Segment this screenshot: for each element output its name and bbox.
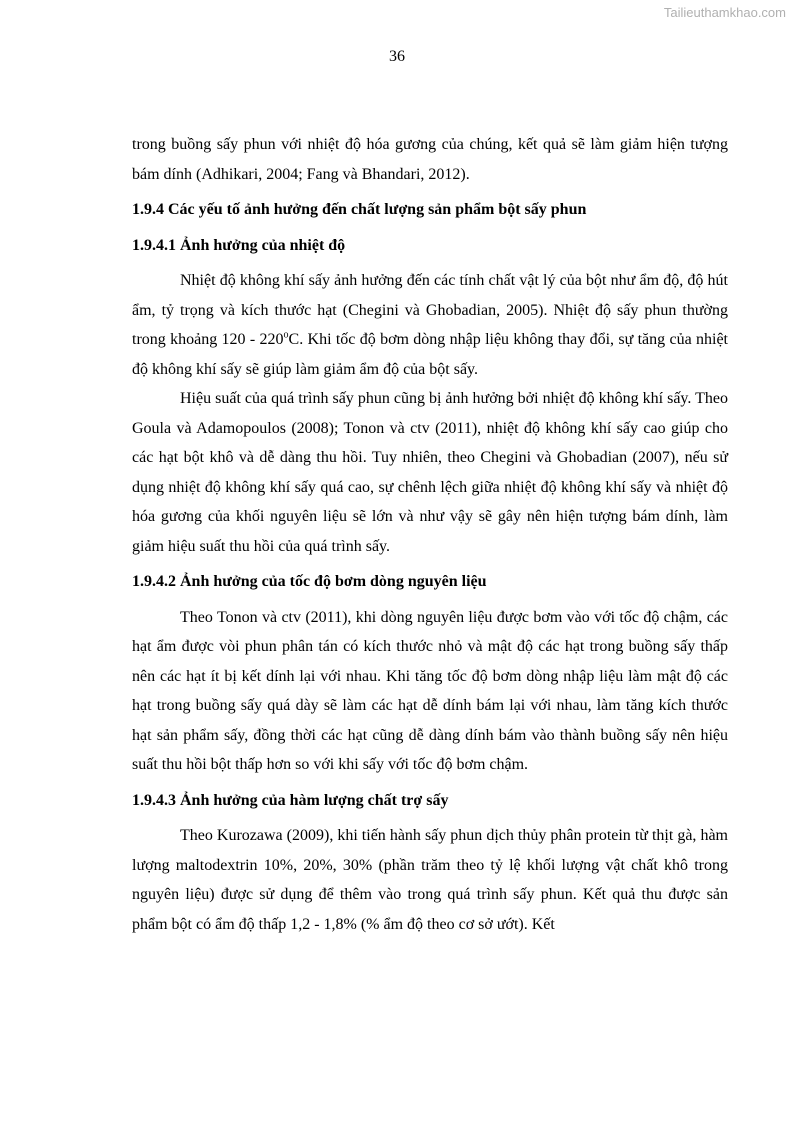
degree-superscript: o — [283, 329, 289, 341]
paragraph-drying-aid: Theo Kurozawa (2009), khi tiến hành sấy phun dịch thủy phân protein từ thịt gà, hàm lượng maltodextrin 10%, 20%, 30% (phần trăm theo tỷ lệ khối lượng vật chất khô trong nguyên liệu) được sử dụng để thêm vào trong quá trình sấy phun. Kết quả thu được sản phẩm bột có ẩm độ thấp 1,2 - 1,8% (% ẩm độ theo cơ sở ướt). Kết — [132, 827, 728, 933]
watermark: Tailieuthamkhao.com — [663, 5, 786, 20]
heading-1-9-4-1: 1.9.4.1 Ảnh hưởng của nhiệt độ — [132, 236, 346, 254]
heading-1-9-4-2: 1.9.4.2 Ảnh hưởng của tốc độ bơm dòng nguyên liệu — [132, 573, 487, 590]
heading-1-9-4: 1.9.4 Các yếu tố ảnh hưởng đến chất lượng sản phẩm bột sấy phun — [132, 201, 587, 218]
page-content — [132, 130, 728, 939]
paragraph-temperature-effect — [132, 266, 728, 384]
heading-1-9-4-3: 1.9.4.3 Ảnh hưởng của hàm lượng chất trợ sấy — [132, 791, 449, 809]
paragraph-efficiency: Hiệu suất của quá trình sấy phun cũng bị ảnh hưởng bởi nhiệt độ không khí sấy. Theo Goula và Adamopoulos (2008); Tonon và ctv (2011), nhiệt độ không khí sấy cao giúp cho các hạt bột khô và dễ dàng thu hồi. Tuy nhiên, theo Chegini và Ghobadian (2007), nếu sử dụng nhiệt độ không khí sấy quá cao, sự chênh lệch giữa nhiệt độ không khí sấy và nhiệt độ hóa gương của khối nguyên liệu sẽ lớn và như vậy sẽ gây nên hiện tượng bám dính, làm giảm hiệu suất thu hồi của quá trình sấy. — [132, 390, 728, 555]
paragraph-temperature-text-2: C. Khi tốc độ bơm dòng nhập liệu không thay đổi, sự tăng của nhiệt độ không khí sấy sẽ giúp làm giảm ẩm độ của bột sấy. — [132, 331, 729, 378]
paragraph-temperature-text-1: Nhiệt độ không khí sấy ảnh hưởng đến các tính chất vật lý của bột như ẩm độ, độ hút ẩm, tỷ trọng và kích thước hạt (Chegini và Ghobadian, 2005). Nhiệt độ sấy phun thường trong khoảng 120 - 220 — [132, 272, 728, 348]
page-number: 36 — [389, 48, 405, 65]
paragraph-feed-rate: Theo Tonon và ctv (2011), khi dòng nguyên liệu được bơm vào với tốc độ chậm, các hạt ẩm được vòi phun phân tán có kích thước nhỏ và mật độ các hạt trong buồng sấy thấp nên các hạt ít bị kết dính lại với nhau. Khi tăng tốc độ bơm dòng nhập liệu làm mật độ các hạt trong buồng sấy quá dày sẽ làm các hạt dễ dính bám lại với nhau, làm tăng kích thước hạt sản phẩm sấy, đồng thời các hạt cũng dễ dàng dính bám vào thành buồng sấy nên hiệu suất thu hồi bột thấp hơn so với khi sấy với tốc độ bơm chậm. — [132, 608, 728, 773]
paragraph-intro: trong buồng sấy phun với nhiệt độ hóa gương của chúng, kết quả sẽ làm giảm hiện tượng bám dính (Adhikari, 2004; Fang và Bhandari, 2012). — [132, 136, 728, 183]
